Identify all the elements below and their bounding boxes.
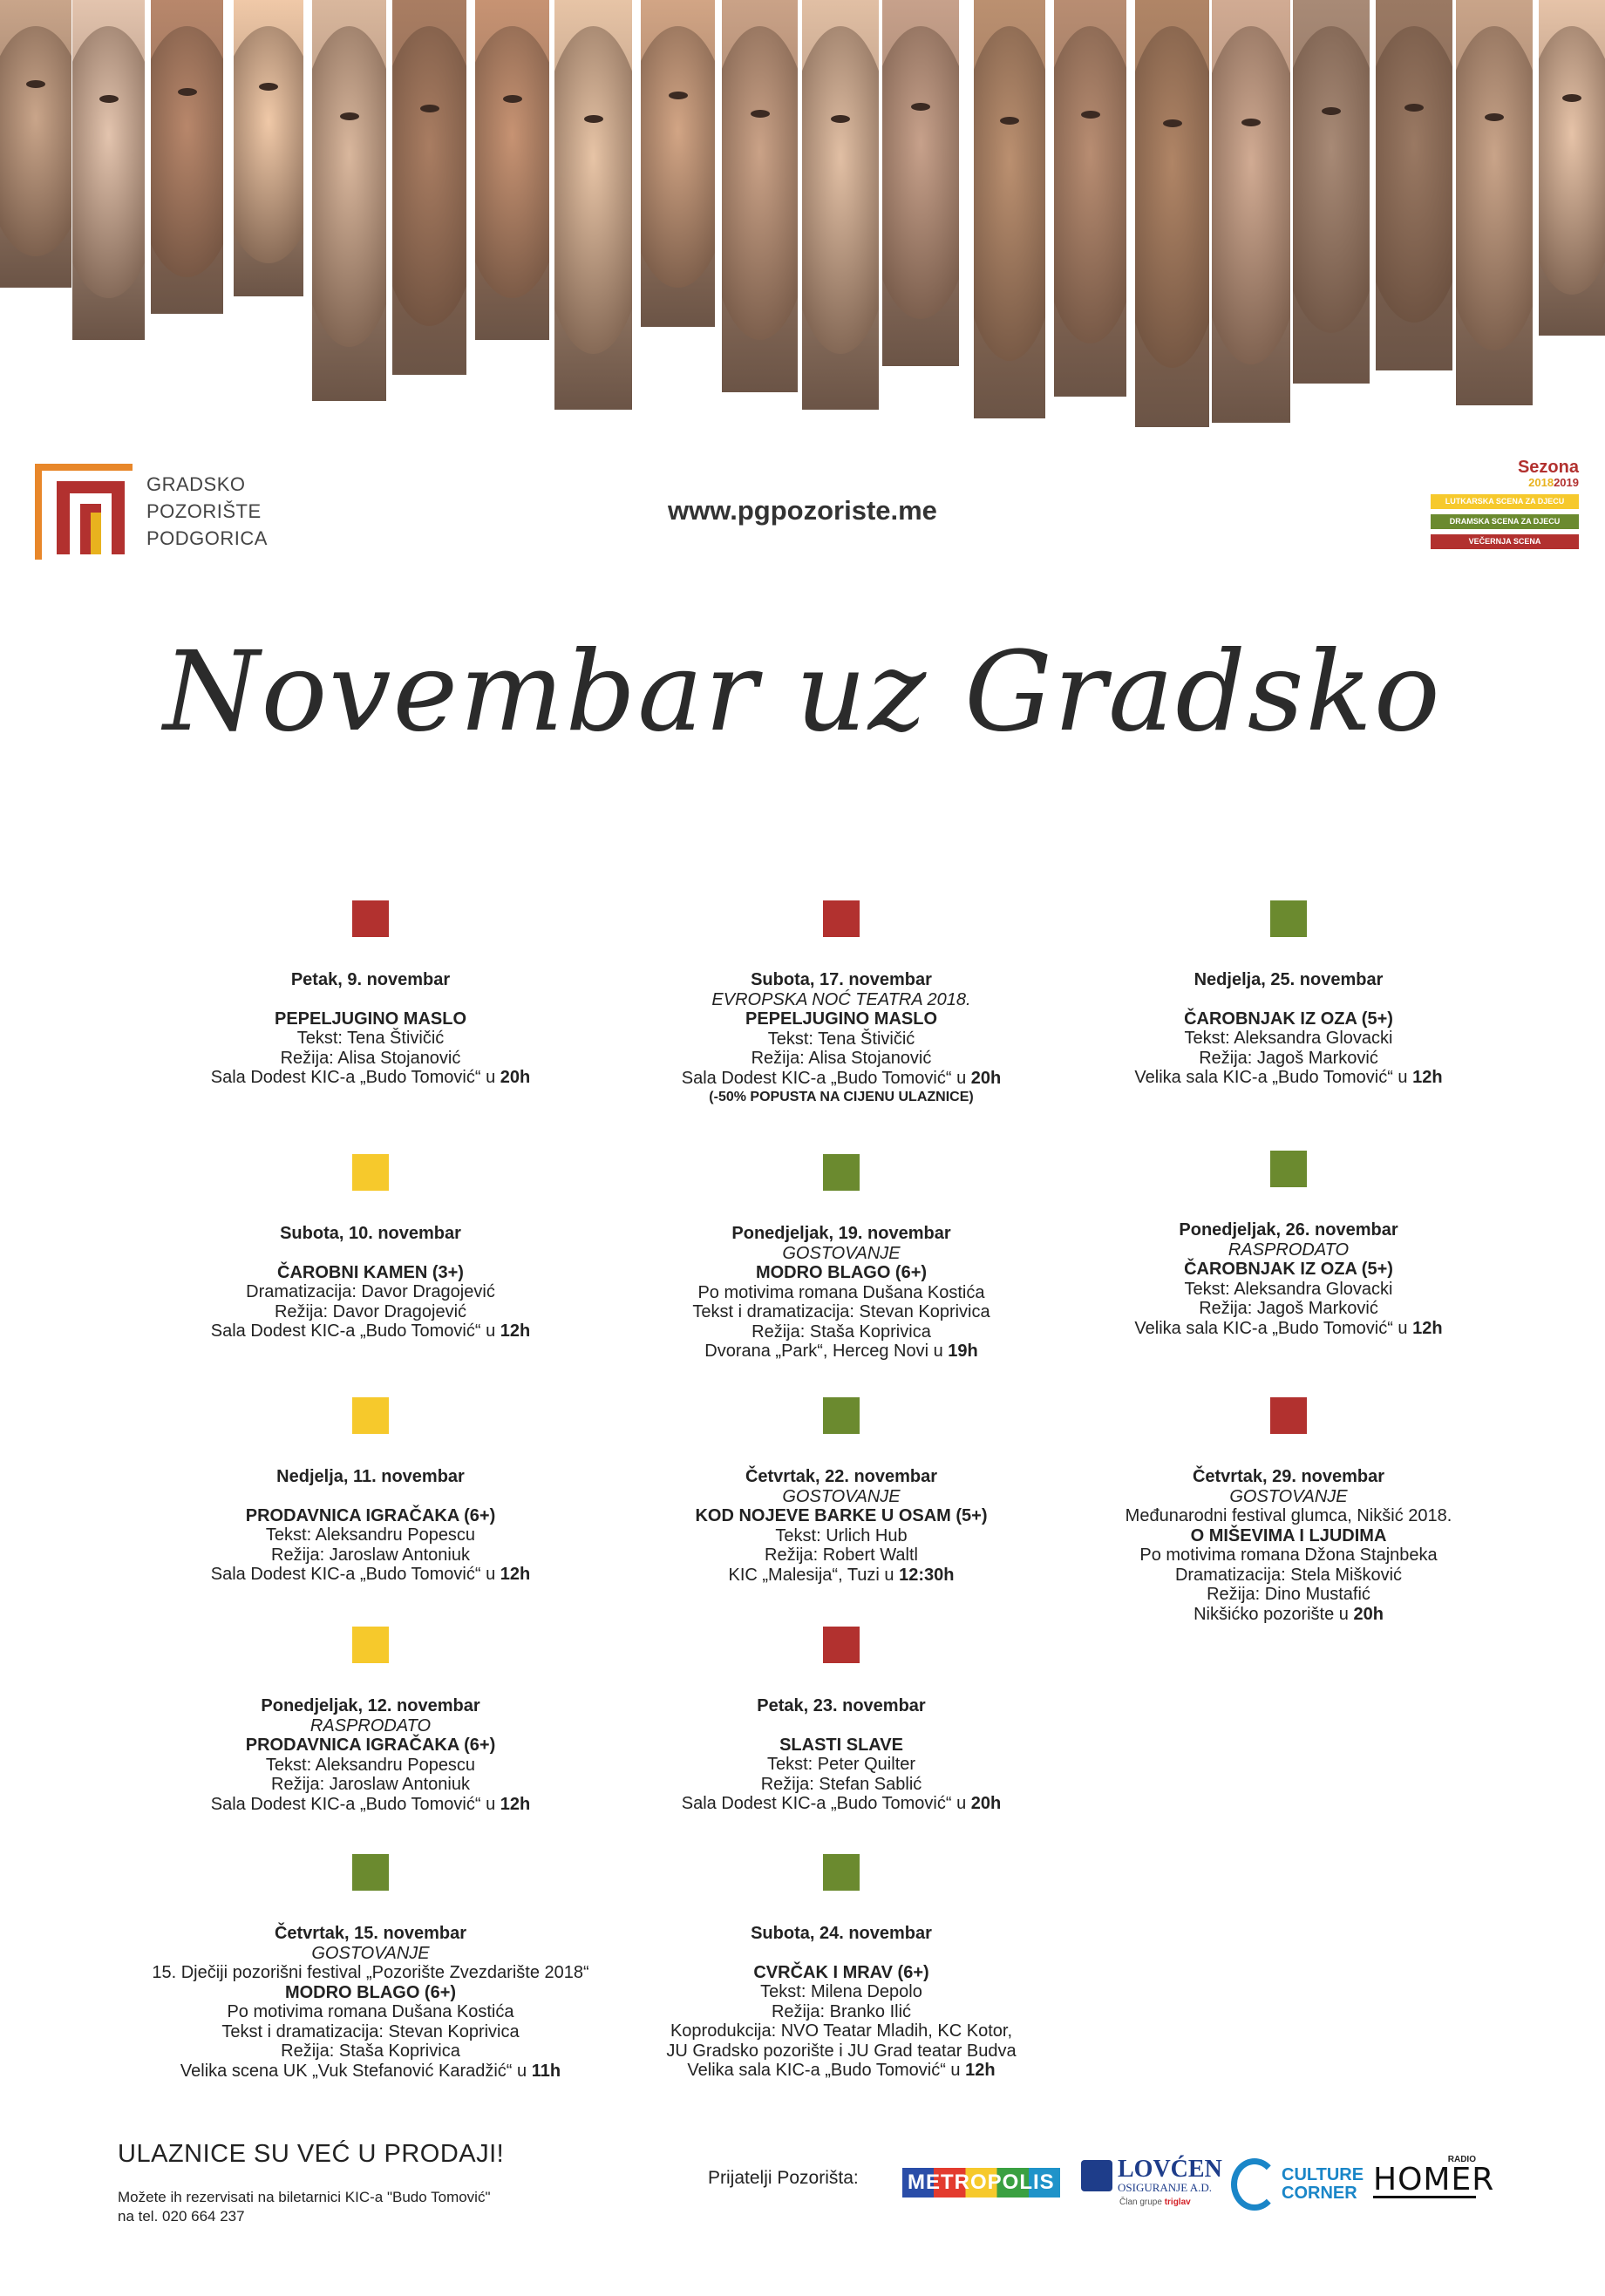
event-block <box>580 1627 1103 1814</box>
event-title: ČAROBNJAK IZ OZA (5+) <box>1184 1260 1393 1279</box>
event-credit: Režija: Dino Mustafić <box>1207 1585 1370 1604</box>
event-venue-text: Velika sala KIC-a „Budo Tomović“ u <box>1134 1318 1413 1338</box>
event-title: MODRO BLAGO (6+) <box>284 1982 457 2002</box>
event-time: 12h <box>1412 1318 1443 1338</box>
stage-color-marker <box>352 1854 389 1891</box>
event-venue <box>109 1321 632 1342</box>
reservation-info <box>118 2188 491 2226</box>
event-title: SLASTI SLAVE <box>779 1735 903 1755</box>
event-credit: Tekst: Aleksandra Glovacki <box>1184 1029 1393 1048</box>
event-credit: JU Gradsko pozorište i JU Grad teatar Budva <box>666 2041 1017 2061</box>
event-block <box>109 1154 632 1342</box>
reservation-line: Možete ih rezervisati na biletarnici KIC-a "Budo Tomović" <box>118 2189 491 2205</box>
event-time: 20h <box>1353 1604 1384 1624</box>
stage-color-marker <box>352 1397 389 1434</box>
event-venue-text: Dvorana „Park“, Herceg Novi u <box>704 1342 949 1361</box>
culture-corner-c-icon <box>1231 2158 1278 2211</box>
portrait-strip <box>0 0 71 288</box>
event-festival: Međunarodni festival glumca, Nikšić 2018. <box>1125 1506 1452 1525</box>
portrait-strip <box>1212 0 1290 423</box>
sponsors-label: Prijatelji Pozorišta: <box>708 2168 859 2188</box>
event-venue <box>1027 1605 1550 1625</box>
event-block <box>580 900 1103 1108</box>
event-credit: Tekst: Tena Štivičić <box>296 1029 445 1048</box>
event-venue <box>580 1566 1103 1586</box>
event-venue <box>109 2062 632 2082</box>
event-title: PRODAVNICA IGRAČAKA (6+) <box>245 1505 496 1525</box>
event-credit: Tekst: Milena Depolo <box>760 1982 922 2001</box>
portrait-strip <box>72 0 145 340</box>
event-credit: Režija: Jaroslaw Antoniuk <box>271 1545 470 1565</box>
event-venue-text: Sala Dodest KIC-a „Budo Tomović“ u <box>681 1794 971 1813</box>
portrait-strip <box>151 0 223 314</box>
legend-drama-stage: DRAMSKA SCENA ZA DJECU <box>1431 514 1579 529</box>
poster-title: Novembar uz Gradsko <box>163 628 1442 756</box>
event-venue <box>580 1794 1103 1814</box>
event-time: 12h <box>1412 1068 1443 1087</box>
event-venue <box>580 1069 1103 1089</box>
season-legend <box>1431 458 1579 549</box>
event-block <box>109 900 632 1088</box>
event-time: 12h <box>500 1794 531 1814</box>
portrait-strip <box>1456 0 1533 405</box>
event-venue-text: Velika sala KIC-a „Budo Tomović“ u <box>687 2061 966 2080</box>
event-block <box>109 1854 632 2081</box>
event-note: GOSTOVANJE <box>782 1486 901 1506</box>
portrait-strip <box>1539 0 1605 336</box>
event-date: Subota, 10. novembar <box>280 1224 461 1243</box>
stage-color-marker <box>352 900 389 937</box>
event-block <box>109 1397 632 1585</box>
portrait-strip <box>974 0 1045 418</box>
event-block <box>580 1154 1103 1362</box>
stage-color-marker <box>1270 1151 1307 1187</box>
culture-corner-line: CULTURE <box>1282 2165 1364 2184</box>
event-credit: Režija: Staša Koprivica <box>281 2041 460 2061</box>
event-credit: Tekst: Tena Štivičić <box>767 1029 915 1049</box>
event-title: ČAROBNI KAMEN (3+) <box>277 1262 464 1282</box>
event-venue-text: Velika sala KIC-a „Budo Tomović“ u <box>1134 1068 1413 1087</box>
event-venue <box>580 2061 1103 2081</box>
theatre-name-line: GRADSKO <box>146 473 246 495</box>
stage-color-marker <box>823 1854 860 1891</box>
event-title: PEPELJUGINO MASLO <box>274 1009 467 1029</box>
event-venue-text: Sala Dodest KIC-a „Budo Tomović“ u <box>210 1068 500 1087</box>
event-date: Četvrtak, 22. novembar <box>745 1467 938 1486</box>
portrait-strip <box>1054 0 1126 397</box>
event-block <box>580 1397 1103 1585</box>
portrait-strip <box>312 0 386 401</box>
event-venue <box>109 1795 632 1815</box>
event-time: 12h <box>500 1565 531 1584</box>
lovcen-emblem-icon <box>1081 2160 1112 2191</box>
event-time: 12h <box>500 1321 531 1341</box>
event-date: Nedjelja, 25. novembar <box>1194 970 1384 989</box>
event-time: 12h <box>965 2061 996 2080</box>
event-time: 11h <box>531 2061 561 2081</box>
tickets-heading: ULAZNICE SU VEĆ U PRODAJI! <box>118 2140 505 2168</box>
event-title: O MIŠEVIMA I LJUDIMA <box>1190 1525 1387 1545</box>
sponsor-metropolis-logo <box>902 2168 1060 2198</box>
theatre-name-line: POZORIŠTE <box>146 500 262 522</box>
portrait-strip <box>882 0 959 366</box>
event-credit: Koprodukcija: NVO Teatar Mladih, KC Kotor, <box>670 2021 1013 2041</box>
stage-color-marker <box>823 900 860 937</box>
event-date: Petak, 23. novembar <box>757 1696 926 1715</box>
sponsor-lovcen-logo <box>1081 2157 1222 2207</box>
event-note: RASPRODATO <box>309 1715 432 1736</box>
event-credit: Tekst: Aleksandru Popescu <box>265 1525 476 1545</box>
event-time: 20h <box>970 1794 1002 1813</box>
portrait-strip <box>392 0 466 375</box>
event-time: 19h <box>948 1342 978 1361</box>
stage-color-marker <box>1270 900 1307 937</box>
event-block <box>580 1854 1103 2081</box>
event-date: Ponedjeljak, 19. novembar <box>731 1224 951 1243</box>
event-credit: Režija: Robert Waltl <box>765 1545 918 1565</box>
stage-color-marker <box>823 1627 860 1663</box>
event-credit: Režija: Alisa Stojanović <box>751 1049 932 1068</box>
portrait-strip <box>802 0 879 410</box>
event-credit: Režija: Branko Ilić <box>771 2001 912 2021</box>
event-venue-text: Sala Dodest KIC-a „Budo Tomović“ u <box>681 1068 971 1088</box>
event-credit: Dramatizacija: Stela Mišković <box>1174 1565 1403 1585</box>
event-venue <box>1027 1068 1550 1088</box>
event-festival: 15. Dječiji pozorišni festival „Pozorište Zvezdarište 2018“ <box>152 1963 589 1982</box>
portrait-strip <box>554 0 632 410</box>
event-credit: Režija: Jagoš Marković <box>1199 1048 1378 1068</box>
lovcen-group-label: Član grupe <box>1119 2198 1162 2207</box>
event-title: PEPELJUGINO MASLO <box>745 1009 938 1029</box>
homer-wordmark: HOMER <box>1373 2162 1495 2198</box>
legend-evening-stage: VEČERNJA SCENA <box>1431 534 1579 549</box>
portrait-strip <box>1135 0 1209 427</box>
event-credit: Režija: Davor Dragojević <box>274 1301 467 1321</box>
event-venue-text: KIC „Malesija“, Tuzi u <box>728 1565 900 1585</box>
event-venue <box>109 1565 632 1585</box>
season-years <box>1431 477 1579 489</box>
event-credit: Režija: Stefan Sablić <box>760 1774 922 1794</box>
event-date: Subota, 17. novembar <box>751 970 932 989</box>
event-credit: Tekst i dramatizacija: Stevan Koprivica <box>221 2021 520 2041</box>
event-credit: Po motivima romana Dušana Kostića <box>697 1282 985 1302</box>
event-credit: Tekst: Aleksandru Popescu <box>265 1755 476 1775</box>
stage-color-marker <box>352 1154 389 1191</box>
event-note: GOSTOVANJE <box>311 1943 430 1963</box>
season-year-b: 2019 <box>1554 476 1579 489</box>
event-date: Četvrtak, 29. novembar <box>1192 1467 1385 1486</box>
sponsor-culture-corner-logo <box>1231 2158 1364 2211</box>
event-time: 20h <box>970 1068 1002 1088</box>
event-date: Četvrtak, 15. novembar <box>274 1924 467 1943</box>
lovcen-subtitle: OSIGURANJE A.D. <box>1118 2181 1212 2194</box>
stage-color-marker <box>352 1627 389 1663</box>
event-venue <box>1027 1319 1550 1339</box>
event-title: ČAROBNJAK IZ OZA (5+) <box>1184 1009 1393 1029</box>
event-note: RASPRODATO <box>1228 1240 1350 1260</box>
event-credit: Režija: Alisa Stojanović <box>280 1048 461 1068</box>
event-credit: Po motivima romana Džona Stajnbeka <box>1139 1545 1438 1565</box>
lovcen-name: LOVĆEN <box>1118 2156 1222 2183</box>
event-credit: Tekst i dramatizacija: Stevan Koprivica <box>692 1302 990 1321</box>
event-date: Nedjelja, 11. novembar <box>276 1467 465 1486</box>
stage-color-marker <box>823 1397 860 1434</box>
event-block <box>109 1627 632 1814</box>
culture-corner-line: CORNER <box>1282 2184 1357 2203</box>
event-credit: Tekst: Urlich Hub <box>775 1525 908 1545</box>
metropolis-wordmark: METROPOLIS <box>902 2168 1060 2198</box>
portrait-strip <box>234 0 303 296</box>
event-note: GOSTOVANJE <box>782 1243 901 1263</box>
event-note: GOSTOVANJE <box>1229 1486 1348 1506</box>
event-credit: Dramatizacija: Davor Dragojević <box>246 1282 495 1301</box>
event-date: Petak, 9. novembar <box>290 970 451 989</box>
sponsor-radio-homer-logo <box>1373 2155 1495 2198</box>
stage-color-marker <box>1270 1397 1307 1434</box>
event-title: MODRO BLAGO (6+) <box>755 1263 928 1282</box>
legend-puppet-stage: LUTKARSKA SCENA ZA DJECU <box>1431 494 1579 509</box>
event-credit: Režija: Staša Koprivica <box>751 1321 931 1342</box>
event-credit: Po motivima romana Dušana Kostića <box>227 2002 514 2021</box>
event-time: 12:30h <box>899 1565 955 1585</box>
triglav-wordmark: triglav <box>1164 2198 1191 2207</box>
event-title: PRODAVNICA IGRAČAKA (6+) <box>245 1736 496 1755</box>
event-block <box>1027 1151 1550 1338</box>
season-title: Sezona <box>1517 458 1579 477</box>
portrait-strip-banner <box>0 0 1605 436</box>
event-venue-text: Sala Dodest KIC-a „Budo Tomović“ u <box>210 1565 500 1584</box>
event-date: Ponedjeljak, 12. novembar <box>261 1696 480 1715</box>
radio-label: RADIO <box>1447 2155 1476 2164</box>
event-title: CVRČAK I MRAV (6+) <box>753 1962 929 1982</box>
website-link[interactable]: www.pgpozoriste.me <box>668 495 937 526</box>
stage-color-marker <box>823 1154 860 1191</box>
event-credit: Režija: Jaroslaw Antoniuk <box>271 1775 470 1794</box>
event-venue-text: Nikšićko pozorište u <box>1194 1604 1354 1624</box>
event-venue <box>580 1342 1103 1362</box>
reservation-phone: na tel. 020 664 237 <box>118 2208 245 2225</box>
portrait-strip <box>475 0 549 340</box>
event-credit: Tekst: Aleksandra Glovacki <box>1184 1279 1393 1299</box>
portrait-strip <box>722 0 798 392</box>
portrait-strip <box>641 0 715 327</box>
season-year-a: 2018 <box>1528 476 1554 489</box>
event-note: EVROPSKA NOĆ TEATRA 2018. <box>711 989 971 1009</box>
event-block <box>1027 1397 1550 1624</box>
event-block <box>1027 900 1550 1088</box>
portrait-strip <box>1376 0 1452 370</box>
event-credit: Tekst: Peter Quilter <box>766 1755 916 1774</box>
event-venue-text: Sala Dodest KIC-a „Budo Tomović“ u <box>210 1794 500 1814</box>
event-discount: (-50% POPUSTA NA CIJENU ULAZNICE) <box>709 1090 974 1104</box>
portrait-strip <box>1293 0 1370 384</box>
theatre-name-line: PODGORICA <box>146 527 268 549</box>
event-venue-text: Velika scena UK „Vuk Stefanović Karadžić“ u <box>180 2061 532 2081</box>
event-venue <box>109 1068 632 1088</box>
event-credit: Režija: Jagoš Marković <box>1199 1299 1378 1318</box>
event-title: KOD NOJEVE BARKE U OSAM (5+) <box>695 1506 988 1525</box>
event-date: Ponedjeljak, 26. novembar <box>1179 1220 1398 1240</box>
event-date: Subota, 24. novembar <box>751 1924 932 1943</box>
event-venue-text: Sala Dodest KIC-a „Budo Tomović“ u <box>210 1321 500 1341</box>
event-time: 20h <box>500 1068 531 1087</box>
